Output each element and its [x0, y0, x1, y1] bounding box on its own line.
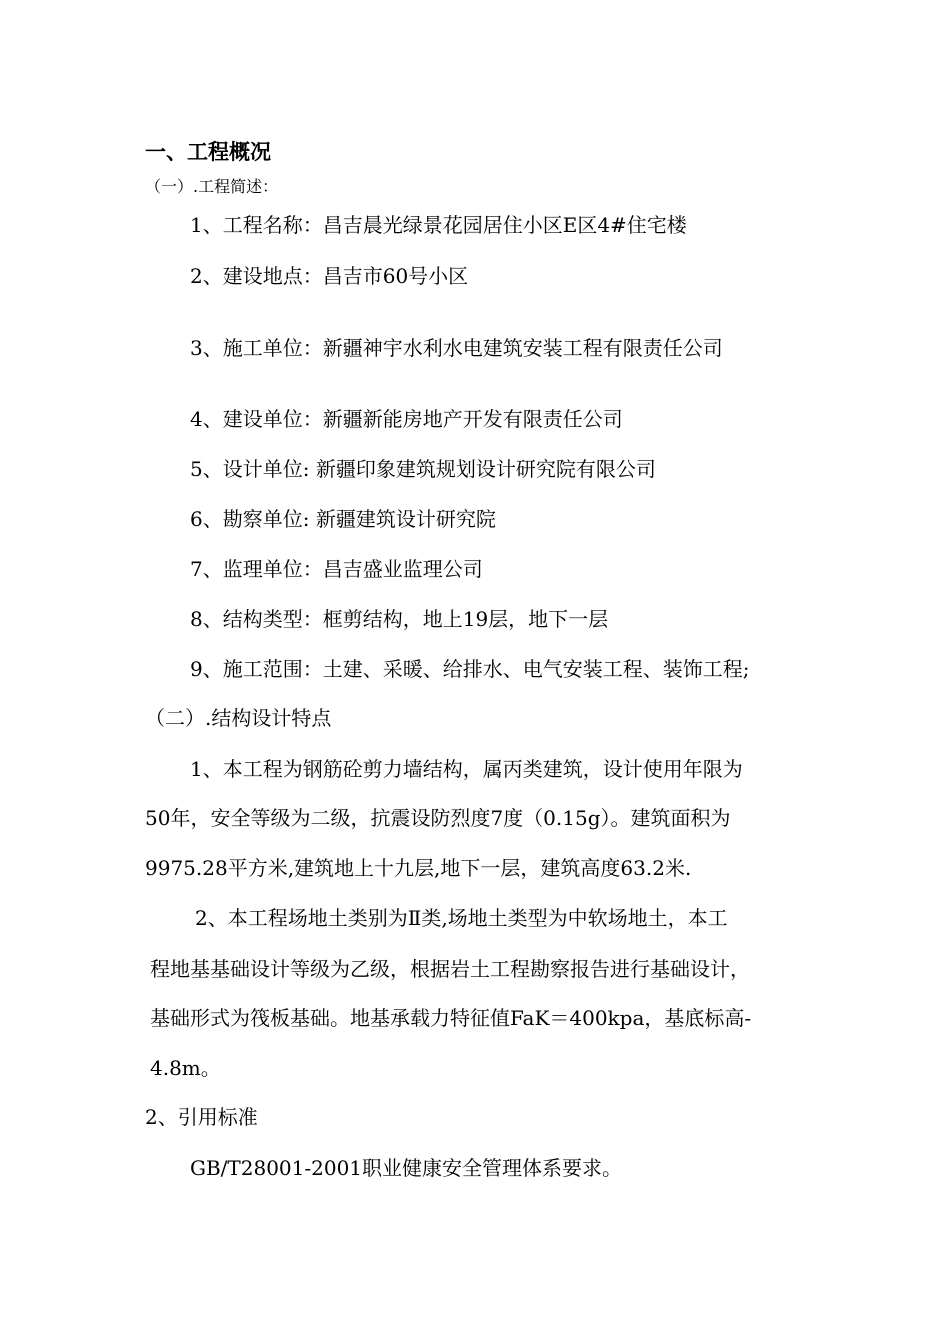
paragraph-line: 2、本工程场地土类别为Ⅱ类,场地土类型为中软场地土，本工 [195, 906, 728, 930]
standard-item: GB/T28001-2001职业健康安全管理体系要求。 [190, 1156, 623, 1180]
list-item: 3、施工单位：新疆神宇水利水电建筑安装工程有限责任公司 [190, 336, 723, 360]
paragraph-line: 9975.28平方米,建筑地上十九层,地下一层，建筑高度63.2米. [145, 856, 692, 880]
list-item: 5、设计单位: 新疆印象建筑规划设计研究院有限公司 [190, 457, 656, 481]
section-title-overview: （一）.工程简述： [145, 177, 279, 196]
paragraph-line: 4.8m。 [150, 1056, 221, 1080]
paragraph-line: 基础形式为筏板基础。地基承载力特征值FaK＝400kpa，基底标高- [150, 1006, 752, 1030]
page-heading: 一、工程概况 [145, 140, 271, 164]
list-item: 2、建设地点：昌吉市60号小区 [190, 264, 469, 288]
paragraph-line: 1、本工程为钢筋砼剪力墙结构，属丙类建筑，设计使用年限为 [190, 757, 743, 781]
paragraph-line: 50年，安全等级为二级，抗震设防烈度7度（0.15g）。建筑面积为 [145, 806, 731, 830]
list-item: 4、建设单位：新疆新能房地产开发有限责任公司 [190, 407, 623, 431]
list-item: 9、施工范围：土建、采暖、给排水、电气安装工程、装饰工程; [190, 657, 750, 681]
list-item: 8、结构类型：框剪结构，地上19层，地下一层 [190, 607, 609, 631]
list-item: 6、勘察单位: 新疆建筑设计研究院 [190, 507, 496, 531]
section-title-standards: 2、引用标准 [145, 1105, 258, 1129]
section-title-structure: （二）.结构设计特点 [145, 706, 332, 730]
paragraph-line: 程地基基础设计等级为乙级，根据岩土工程勘察报告进行基础设计， [150, 957, 750, 981]
list-item: 7、监理单位：昌吉盛业监理公司 [190, 557, 483, 581]
list-item: 1、工程名称：昌吉晨光绿景花园居住小区E区4#住宅楼 [190, 213, 687, 237]
